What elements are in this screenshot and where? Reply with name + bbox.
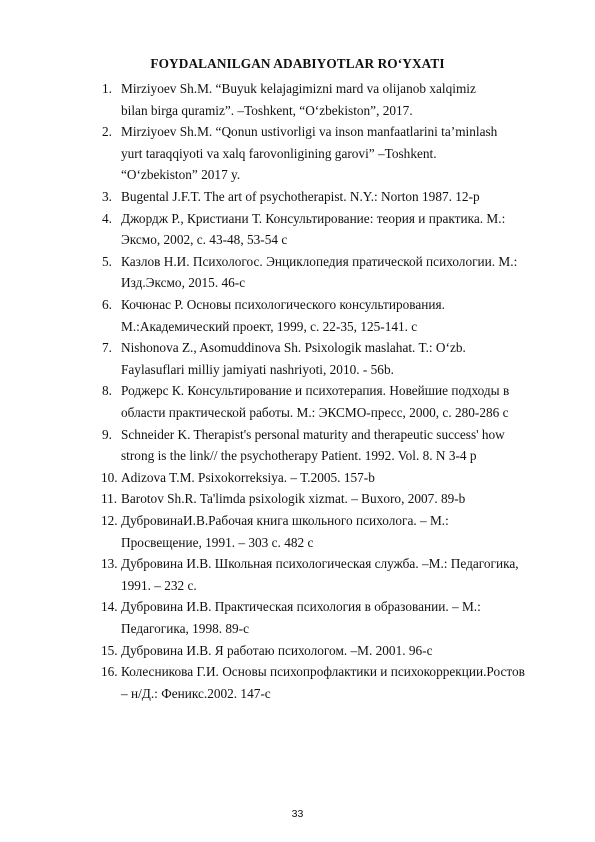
reference-number: 16.	[101, 664, 118, 680]
reference-number: 12.	[101, 513, 118, 528]
reference-text	[121, 553, 591, 596]
reference-number: 2.	[102, 124, 112, 140]
reference-line: М.:Академический проект, 1999, с. 22-35, 125-141. с	[121, 318, 418, 334]
reference-line: 1991. – 232 с.	[121, 577, 197, 593]
reference-text	[121, 337, 591, 380]
reference-line: Mirziyoev Sh.M. “Qonun ustivorligi va inson manfaatlarini ta’minlash	[121, 124, 498, 140]
reference-number: 15.	[101, 642, 118, 658]
reference-number: 5.	[102, 253, 112, 269]
reference-number: 7.	[102, 340, 112, 356]
reference-line: Педагогика, 1998. 89-с	[121, 620, 250, 636]
reference-text	[121, 424, 591, 467]
reference-text	[121, 510, 591, 553]
reference-line: Кочюнас Р. Основы психологического консультирования.	[121, 297, 445, 312]
reference-line: Faylasuflari milliy jamiyati nashriyoti, 2010. - 56b.	[121, 361, 394, 377]
reference-line: Adizova T.M. Psixokorreksiya. – T.2005. 157-b	[121, 469, 375, 485]
reference-number: 11.	[101, 491, 118, 507]
reference-number: 13.	[101, 556, 118, 572]
reference-text	[121, 488, 591, 510]
reference-number: 14.	[101, 599, 118, 615]
reference-line: Роджерс К. Консультирование и психотерапия. Новейшие подходы в	[121, 383, 510, 399]
reference-text	[121, 251, 591, 294]
reference-line: Казлов Н.И. Психологос. Энциклопедия пратической психологии. М.:	[121, 253, 518, 269]
reference-text	[121, 640, 591, 662]
reference-line: Bugental J.F.T. The art of psychotherapist. N.Y.: Norton 1987. 12-p	[121, 189, 480, 204]
reference-number: 3.	[102, 189, 112, 204]
reference-line: strong is the link// the psychotherapy Patient. 1992. Vol. 8. N 3-4 p	[121, 448, 477, 464]
reference-number: 6.	[102, 297, 112, 312]
reference-line: Schneider K. Therapist's personal maturity and therapeutic success' how	[121, 426, 505, 442]
reference-text	[121, 78, 591, 121]
reference-text	[121, 661, 591, 704]
reference-line: Nishonova Z., Asomuddinova Sh. Psixologik maslahat. T.: O‘zb.	[121, 340, 466, 356]
reference-text	[121, 208, 591, 251]
reference-text	[121, 467, 591, 489]
reference-line: “O‘zbekiston” 2017 y.	[121, 167, 241, 183]
reference-line: yurt taraqqiyoti va xalq farovonligining garovi” –Toshkent.	[121, 145, 437, 161]
reference-text	[121, 596, 591, 639]
reference-number: 10.	[101, 469, 118, 485]
reference-line: Эксмо, 2002, с. 43-48, 53-54 с	[121, 232, 288, 248]
page-title: FOYDALANILGAN ADABIYOTLAR RO‘YXATI	[150, 56, 445, 71]
reference-number: 8.	[102, 383, 112, 399]
reference-line: Дубровина И.В. Практическая психология в образовании. – М.:	[121, 599, 481, 615]
reference-line: Mirziyoev Sh.M. “Buyuk kelajagimizni mard va olijanob xalqimiz	[121, 81, 476, 96]
reference-line: Barotov Sh.R. Ta'limda psixologik xizmat. – Buxoro, 2007. 89-b	[121, 491, 466, 507]
reference-text	[121, 380, 591, 423]
reference-number: 4.	[102, 210, 112, 226]
reference-line: Просвещение, 1991. – 303 с. 482 с	[121, 534, 314, 550]
reference-line: ДубровинаИ.В.Рабочая книга школьного психолога. – М.:	[121, 513, 449, 528]
reference-text	[121, 121, 591, 186]
reference-text	[121, 186, 591, 208]
reference-line: Дубровина И.В. Школьная психологическая служба. –М.: Педагогика,	[121, 556, 519, 572]
reference-line: – н/Д.: Феникс.2002. 147-с	[121, 685, 271, 701]
reference-line: области практической работы. М.: ЭКСМО-пресс, 2000, с. 280-286 с	[121, 404, 509, 420]
reference-line: Джордж Р., Кристиани Т. Консультирование: теория и практика. М.:	[121, 210, 506, 226]
reference-line: Изд.Эксмо, 2015. 46-с	[121, 275, 246, 291]
reference-number: 9.	[102, 426, 112, 442]
reference-line: Дубровина И.В. Я работаю психологом. –М. 2001. 96-с	[121, 642, 433, 658]
reference-number: 1.	[102, 81, 112, 96]
reference-line: Колесникова Г.И. Основы психопрофлактики и психокоррекции.Ростов	[121, 664, 525, 680]
reference-line: bilan birga quramiz”. –Toshkent, “O‘zbekiston”, 2017.	[121, 102, 413, 118]
page-number: 33	[291, 808, 304, 820]
reference-text	[121, 294, 591, 337]
